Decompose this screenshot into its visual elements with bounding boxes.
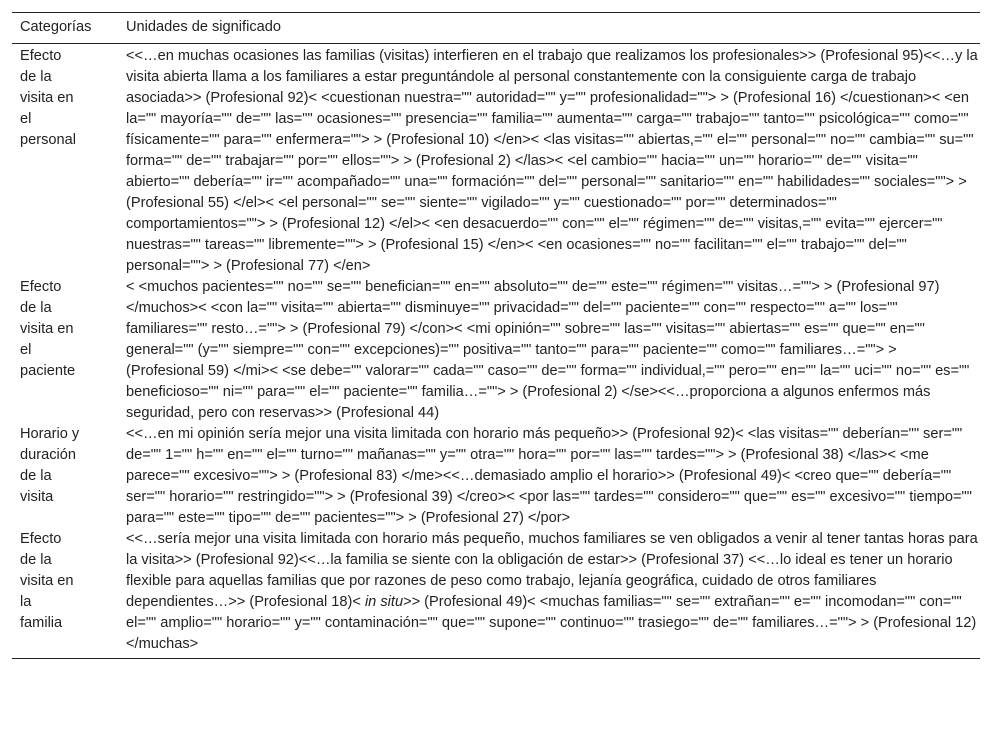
- category-cell: [12, 277, 118, 424]
- category-line: Horario y: [20, 426, 80, 442]
- table-row: [12, 424, 980, 529]
- category-cell: [12, 424, 118, 529]
- category-line: personal: [20, 132, 76, 148]
- header-unidades: Unidades de significado: [118, 13, 980, 44]
- category-line: visita en: [20, 321, 74, 337]
- category-line: el: [20, 342, 32, 358]
- meaning-units-cell: [118, 424, 980, 529]
- table-row: [12, 529, 980, 659]
- meaning-text: <<…en muchas ocasiones las familias (visitas) interfieren en el trabajo que realizamos los profesionales>> (Profesional 95)<<…y la visita abierta llama a los familiares a estar preguntándole al personal constantemente con la consiguiente carga de trabajo asociada>> (Profesional 92)< <cuestionan nuestra="" autoridad="" y="" profesionalidad=""> > (Profesional 16) </cuestionan>< <en la="" mayoría="" de="" las="" ocasiones="" presencia="" familia="" aumenta="" carga="" trabajo="" tanto="" psicológica="" como="" físicamente="" para="" enfermera=""> > (Profesional 10) </en>< <las visitas="" abiertas,="" el="" personal="" no="" cambia="" su="" forma="" de="" trabajar="" por="" ellos=""> > (Profesional 2) </las>< <el cambio="" hacia="" un="" horario="" de="" visita="" abierto="" debería="" ir="" acompañado="" una="" formación="" del="" personal="" sanitario="" en="" habilidades="" sociales=""> > (Profesional 55) </el>< <el personal="" se="" siente="" vigilado="" y="" cuestionado="" por="" determinados="" comportamientos=""> > (Profesional 12) </el>< <en desacuerdo="" con="" el="" régimen="" de="" visitas,="" evita="" ejercer="" nuestras="" tareas="" libremente=""> > (Profesional 15) </en>< <en ocasiones="" no="" facilitan="" el="" trabajo="" del="" personal=""> > (Profesional 77) </en>: [126, 48, 978, 274]
- category-line: duración: [20, 447, 76, 463]
- category-line: la: [20, 594, 32, 610]
- meaning-units-cell: [118, 529, 980, 659]
- category-line: paciente: [20, 363, 76, 379]
- meaning-text: < <muchos pacientes="" no="" se="" benefician="" en="" absoluto="" de="" este="" régimen="" visitas…=""> > (Profesional 97) </muchos>< <con la="" visita="" abierta="" disminuye="" privacidad="" del="" paciente="" con="" respecto="" a="" los="" familiares="" resto…=""> > (Profesional 79) </con>< <mi opinión="" sobre="" las="" visitas="" abiertas="" es="" que="" en="" general="" (y="" siempre="" con="" excepciones)="" positiva="" tanto="" para="" paciente="" como="" familiares…=""> > (Profesional 59) </mi>< <se debe="" valorar="" cada="" caso="" de="" forma="" individual,="" pero="" en="" la="" uci="" no="" es="" beneficioso="" ni="" para="" el="" paciente="" familia…=""> > (Profesional 2) </se><<…proporciona a algunos enfermos más seguridad, pero con reservas>> (Profesional 44): [126, 279, 970, 421]
- category-cell: [12, 44, 118, 278]
- header-categorias: Categorías: [12, 13, 118, 44]
- meaning-text-italic: in situ: [364, 594, 404, 610]
- meaning-units-cell: [118, 277, 980, 424]
- category-line: de la: [20, 69, 52, 85]
- category-line: de la: [20, 300, 52, 316]
- table-header-row: [12, 13, 980, 44]
- category-line: visita en: [20, 573, 74, 589]
- categories-table: [12, 12, 980, 659]
- category-line: Efecto: [20, 279, 62, 295]
- category-line: visita en: [20, 90, 74, 106]
- table-row: [12, 277, 980, 424]
- meaning-text: <<…sería mejor una visita limitada con horario más pequeño, muchos familiares se ven obligados a venir al tener tantas horas para la visita>> (Profesional 92)<<…la familia se siente con la obligación de estar>> (Profesional 37) <<…lo ideal es tener un horario flexible para aquellas familias que por razones de peso como trabajo, lejanía geográfica, cuidado de otros familiares dependientes…>> (Profesional 18)<: [126, 531, 978, 610]
- meaning-units-cell: [118, 44, 980, 278]
- category-cell: [12, 529, 118, 659]
- table-row: [12, 44, 980, 278]
- category-line: Efecto: [20, 531, 62, 547]
- category-line: familia: [20, 615, 63, 631]
- category-line: de la: [20, 552, 52, 568]
- qualitative-table-container: [12, 12, 980, 659]
- category-line: Efecto: [20, 48, 62, 64]
- category-line: visita: [20, 489, 54, 505]
- category-line: el: [20, 111, 32, 127]
- category-line: de la: [20, 468, 52, 484]
- meaning-text: <<…en mi opinión sería mejor una visita limitada con horario más pequeño>> (Profesional 92)< <las visitas="" deberían="" ser="" de="" 1="" h="" en="" el="" turno="" mañanas="" y="" otra="" hora="" por="" las="" tardes=""> > (Profesional 38) </las>< <me parece="" excesivo=""> > (Profesional 83) </me><<…demasiado amplio el horario>> (Profesional 49)< <creo que="" debería="" ser="" horario="" restringido=""> > (Profesional 39) </creo>< <por las="" tardes="" considero="" que="" es="" excesivo="" tiempo="" para="" este="" tipo="" de="" pacientes=""> > (Profesional 27) </por>: [126, 426, 972, 526]
- meaning-text: >> (Profesional 49)< <muchas familias="" se="" extrañan="" e="" incomodan="" con="" el="" amplio="" horario="" y="" contaminación="" que="" supone="" continuo="" trasiego="" de="" familiares…=""> > (Profesional 12) </muchas>: [126, 594, 977, 652]
